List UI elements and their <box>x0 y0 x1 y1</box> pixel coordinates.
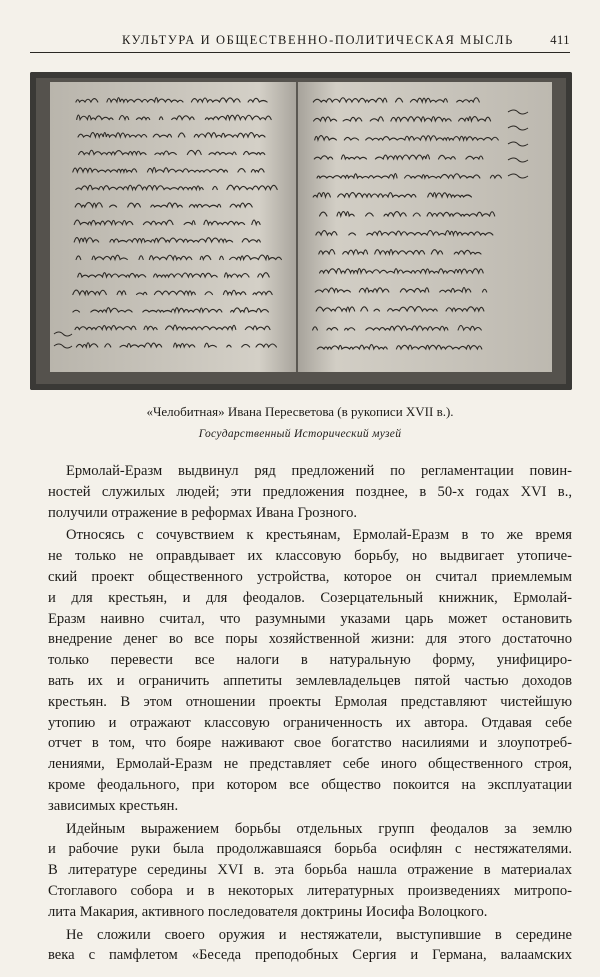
text-line: лита Макария, активного последователя доктрины Иосифа Волоцкого. <box>48 903 488 920</box>
paragraph <box>30 925 572 967</box>
text-line: Ермолай-Еразм выдвинул ряд предложений по регламентации повин- <box>66 463 572 479</box>
section-title: КУЛЬТУРА И ОБЩЕСТВЕННО-ПОЛИТИЧЕСКАЯ МЫСЛЬ <box>122 33 514 47</box>
text-line: Относясь с сочувствием к крестьянам, Ермолай-Еразм в то же время <box>66 527 572 544</box>
figure-caption: «Челобитная» Ивана Пересветова (в рукописи XVII в.). <box>146 404 454 419</box>
text-line: крестьян. В этом отношении проекты Ермолая представляют чистейшую <box>48 693 572 710</box>
text-line: лениями, Ермолай-Еразм не представляет себе иного общественного строя, <box>48 756 572 773</box>
text-line: отчет в том, что бояре наживают свое богатство насилиями и злоупотреб- <box>48 735 572 752</box>
page-number: 411 <box>550 33 570 47</box>
paragraph <box>30 461 572 523</box>
paragraph <box>30 819 572 923</box>
figure-credit: Государственный Исторический музей <box>198 428 402 440</box>
text-line: внедрение денег во все поры хозяйственной жизни: для этого достаточно <box>48 631 572 648</box>
text-line: утопию и отражают классовую ограниченность их автора. Отдавая себе <box>48 714 572 731</box>
running-head <box>30 30 570 53</box>
manuscript-photo <box>30 72 572 390</box>
text-line: ский проект общественного устройства, которое он считал приемлемым <box>48 568 572 585</box>
text-line: и для крестьян, и для феодалов. Созерцательный книжник, Ермолай- <box>48 589 572 606</box>
text-line: кроме феодального, при котором все общество покоится на эксплуатации <box>48 776 572 793</box>
manuscript-illustration <box>30 72 572 390</box>
text-line: и рабочие руки была продолжавшаяся борьба осифлян с нестяжателями. <box>48 841 572 858</box>
text-line: не только не оправдывает их классовую борьбу, но выдвигает утопиче- <box>48 548 572 565</box>
text-line: ностей служилых людей; эти предложения позднее, в 50-х годах XVI в., <box>48 483 572 500</box>
text-line: зависимых крестьян. <box>48 797 179 814</box>
text-line: Стоглавого собора и в некоторых литературных произведениях митропо- <box>48 882 572 899</box>
text-line: только перевести все налоги в натуральную форму, унифициро- <box>48 652 572 669</box>
body-text <box>30 461 572 968</box>
text-line: получили отражение в реформах Ивана Грозного. <box>48 504 358 521</box>
text-line: века с памфлетом «Беседа преподобных Сергия и Германа, валаамских <box>48 947 572 964</box>
text-line: Идейным выражением борьбы отдельных групп феодалов за землю <box>66 820 572 837</box>
paragraph <box>30 525 572 816</box>
text-line: вать их и ограничить аппетиты землевладельцев пятой частью доходов <box>48 672 572 689</box>
text-line: В литературе середины XVI в. эта борьба нашла отражение в материалах <box>48 862 572 879</box>
text-line: Не сложили своего оружия и нестяжатели, выступившие в середине <box>66 926 572 943</box>
text-line: Еразм наивно считал, что разумными указами царь может остановить <box>48 610 572 627</box>
